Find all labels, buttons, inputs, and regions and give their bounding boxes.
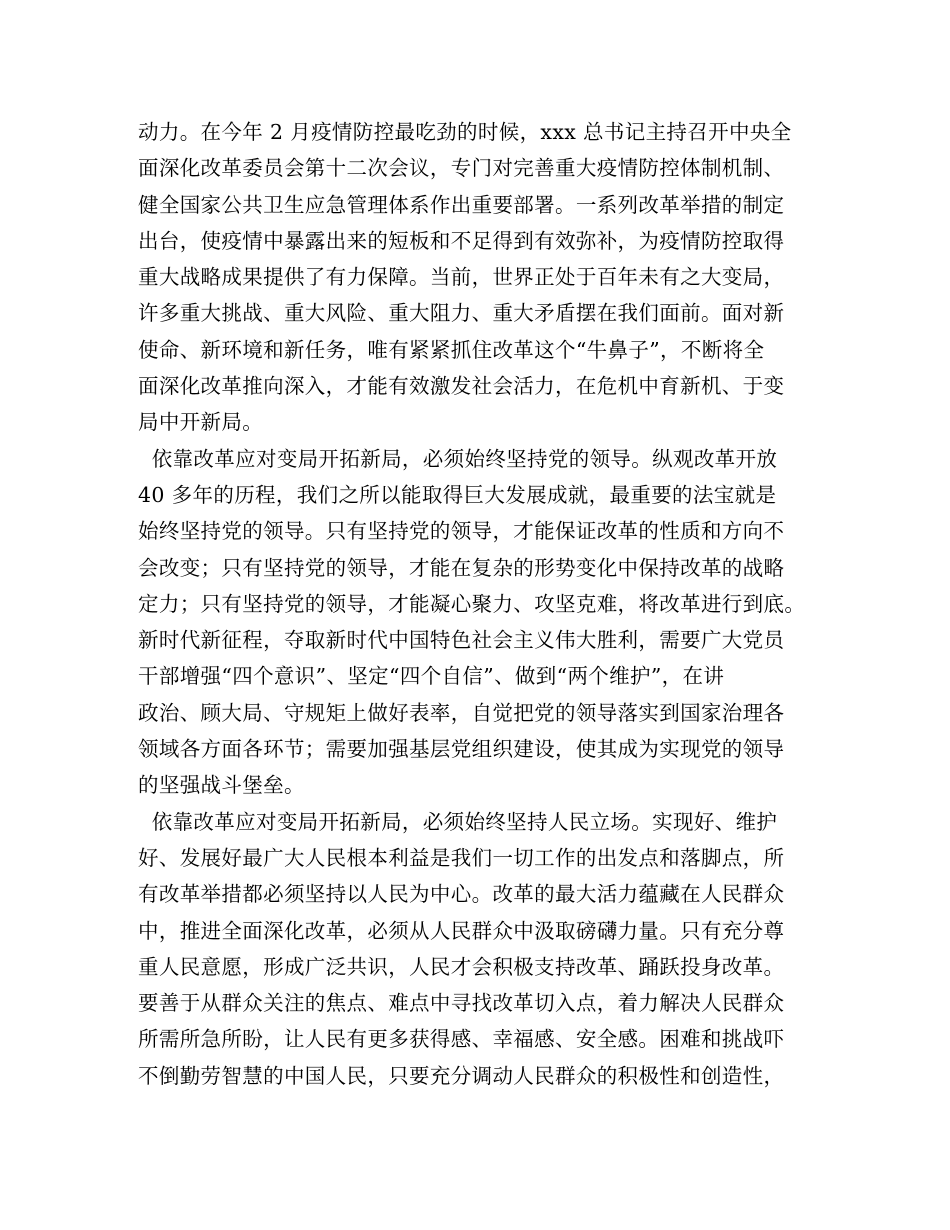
text-line: 新时代新征程，夺取新时代中国特色社会主义伟大胜利，需要广大党员 <box>138 628 785 653</box>
text-line: 出台，使疫情中暴露出来的短板和不足得到有效弥补，为疫情防控取得 <box>138 228 785 253</box>
text-line: 要善于从群众关注的焦点、难点中寻找改革切入点，着力解决人民群众 <box>138 991 785 1016</box>
text-line: 动力。在今年 2 月疫情防控最吃劲的时候，xxx 总书记主持召开中央全 <box>138 120 792 144</box>
text-line: 不倒勤劳智慧的中国人民，只要充分调动人民群众的积极性和创造性， <box>138 1063 785 1088</box>
text-line: 的坚强战斗堡垒。 <box>138 773 305 798</box>
text-line: 依靠改革应对变局开拓新局，必须始终坚持人民立场。实现好、维护 <box>138 809 778 834</box>
text-line: 局中开新局。 <box>138 410 264 435</box>
text-line: 干部增强“四个意识”、坚定“四个自信”、做到“两个维护”，在讲 <box>138 664 725 689</box>
text-line: 始终坚持党的领导。只有坚持党的领导，才能保证改革的性质和方向不 <box>138 519 785 544</box>
text-line: 依靠改革应对变局开拓新局，必须始终坚持党的领导。纵观改革开放 <box>138 446 778 471</box>
text-line: 中，推进全面深化改革，必须从人民群众中汲取磅礴力量。只有充分尊 <box>138 918 785 943</box>
text-line: 会改变；只有坚持党的领导，才能在复杂的形势变化中保持改革的战略 <box>138 555 785 580</box>
document-body <box>138 114 838 1094</box>
text-line: 所需所急所盼，让人民有更多获得感、幸福感、安全感。困难和挑战吓 <box>138 1027 785 1052</box>
text-line: 使命、新环境和新任务，唯有紧紧抓住改革这个“牛鼻子”，不断将全 <box>138 337 765 362</box>
text-line: 许多重大挑战、重大风险、重大阻力、重大矛盾摆在我们面前。面对新 <box>138 301 785 326</box>
text-line: 定力；只有坚持党的领导，才能凝心聚力、攻坚克难，将改革进行到底。 <box>138 591 806 616</box>
text-line: 面深化改革委员会第十二次会议，专门对完善重大疫情防控体制机制、 <box>138 156 785 181</box>
text-line: 有改革举措都必须坚持以人民为中心。改革的最大活力蕴藏在人民群众 <box>138 882 785 907</box>
text-line: 面深化改革推向深入，才能有效激发社会活力，在危机中育新机、于变 <box>138 374 785 399</box>
text-line: 40 多年的历程，我们之所以能取得巨大发展成就，最重要的法宝就是 <box>138 482 777 507</box>
text-line: 领域各方面各环节；需要加强基层党组织建设，使其成为实现党的领导 <box>138 737 785 762</box>
text-line: 健全国家公共卫生应急管理体系作出重要部署。一系列改革举措的制定 <box>138 192 785 217</box>
text-line: 政治、顾大局、守规矩上做好表率，自觉把党的领导落实到国家治理各 <box>138 700 785 725</box>
text-line: 重人民意愿，形成广泛共识，人民才会积极支持改革、踊跃投身改革。 <box>138 954 785 979</box>
text-line: 好、发展好最广大人民根本利益是我们一切工作的出发点和落脚点，所 <box>138 845 785 870</box>
text-line: 重大战略成果提供了有力保障。当前，世界正处于百年未有之大变局， <box>138 265 785 290</box>
